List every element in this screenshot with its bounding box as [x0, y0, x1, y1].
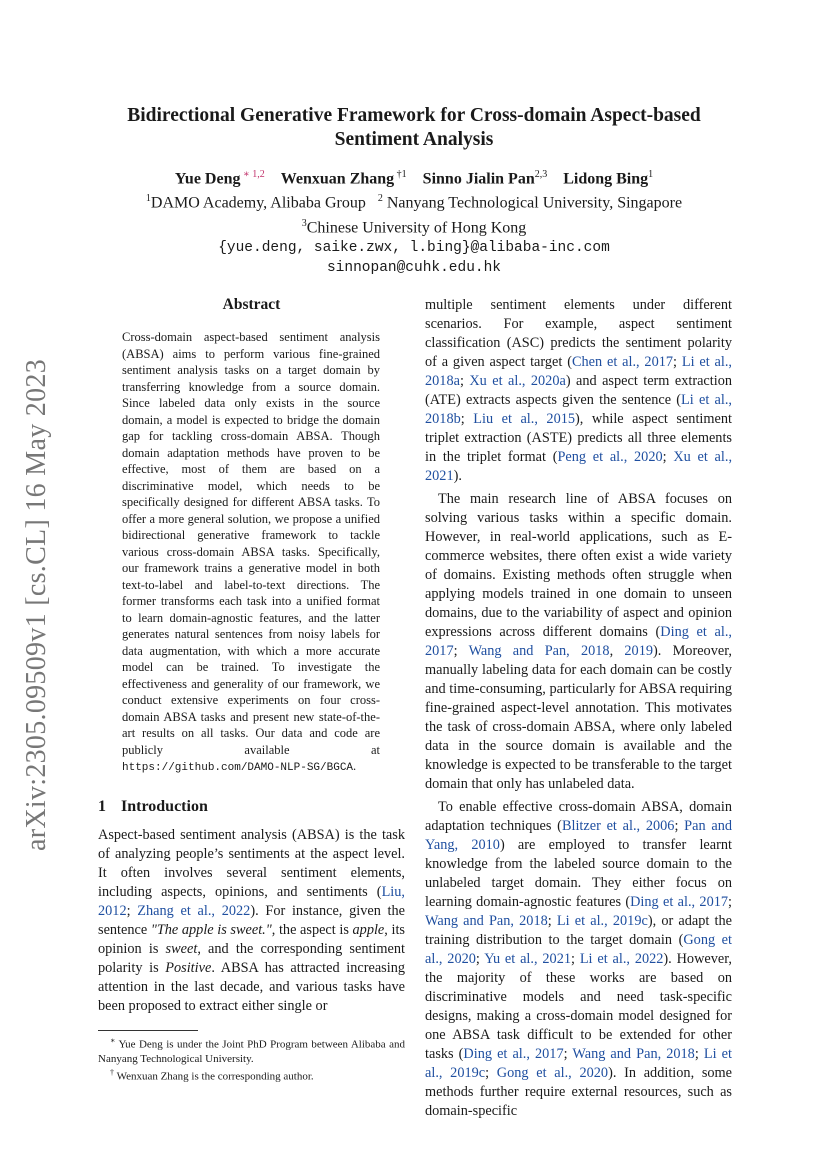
citation-link[interactable]: Li et al., 2019c [425, 1046, 732, 1081]
citation-link[interactable]: Ding et al., 2017 [463, 1046, 564, 1062]
body-text: ). However, the majority of these works are based on discriminative models and need task-specific designs, making a cross-domain model designed for one ABSA task difficult to be extended for other tasks ( [425, 951, 732, 1062]
author-block [98, 165, 730, 278]
citation-link[interactable]: Chen et al., 2017 [571, 354, 674, 370]
affiliation-line-2: $^3$Chinese University of Hong Kong [301, 217, 527, 236]
citation-link[interactable]: Zhang et al., 2022 [137, 902, 251, 919]
intro-paragraph-1 [98, 826, 405, 1016]
body-text: ; [547, 913, 557, 929]
body-text: ; [453, 643, 469, 659]
body-text: ; [485, 1065, 497, 1081]
body-text: ) are employed to transfer learnt knowledge from the labeled source domain to the unlabeled target domain. They either focus on learning domain-agnostic features ( [425, 837, 732, 910]
citation-link[interactable]: Blitzer et al., 2006 [561, 818, 675, 834]
citation-link[interactable]: Li et al., 2019c [556, 913, 648, 929]
paper-title: Bidirectional Generative Framework for Cross-domain Aspect-based Sentiment Analysis [127, 105, 701, 150]
body-text: , and the corresponding sentiment polarity is [98, 940, 406, 976]
citation-link[interactable]: Li et al., 2018b [425, 392, 732, 427]
body-text: , the aspect is [271, 921, 353, 938]
citation-link[interactable]: Li et al., 2022 [579, 951, 664, 967]
email-line-2: sinnopan@cuhk.edu.hk [326, 259, 502, 276]
footnote-1: ∗ Yue Deng is under the Joint PhD Program between Alibaba and Nanyang Technological University. [98, 1036, 405, 1065]
body-text: ). For instance, given the sentence [98, 902, 406, 938]
body-text: ). In addition, some methods further require external resources, such as domain-specific [425, 1065, 733, 1119]
author-names [98, 165, 730, 189]
intro-paragraph-2 [425, 490, 732, 794]
body-text: ; [459, 373, 470, 389]
citation-link[interactable]: Xu et al., 2021 [425, 449, 733, 484]
footnotes [98, 1034, 405, 1083]
author-affil-mark: †1 [394, 169, 407, 180]
section-heading-introduction: 1 Introduction [98, 797, 208, 815]
citation-link[interactable]: 2019 [624, 643, 653, 659]
code-repo-link[interactable]: https://github.com/DAMO-NLP-SG/BGCA [122, 762, 354, 774]
body-text: ; [571, 951, 580, 967]
body-text: multiple sentiment elements under different scenarios. For example, aspect sentiment classification (ASC) predicts the sentiment polarity of a given aspect target ( [425, 297, 732, 370]
author-affil-mark: ∗ 1,2 [240, 169, 265, 180]
body-text: To enable effective cross-domain ABSA, domain adaptation techniques ( [425, 799, 732, 834]
body-text: ; [475, 951, 485, 967]
citation-link[interactable]: Xu et al., 2020a [469, 373, 566, 389]
author-name: Yue Deng [174, 170, 241, 188]
body-text: ). Moreover, manually labeling data for each domain can be costly and time-consuming, particularly for ABSA requiring fine-grained aspect-level annotation. This motivates the task of cross-domain ABSA, where only labeled data in the source domain is available and the knowledge is expected to be transferable to the target domain that only has unlabeled data. [425, 643, 732, 792]
abstract-heading: Abstract [222, 296, 281, 313]
body-text: , its opinion is [98, 921, 405, 957]
body-text: ; [460, 411, 474, 427]
citation-link[interactable]: Wang and Pan, 2018 [425, 913, 548, 929]
body-text: ), while aspect sentiment triplet extraction (ASTE) predicts all three elements in the triplet format ( [425, 411, 732, 465]
italic-text: sweet [165, 940, 198, 957]
body-text: . ABSA has attracted increasing attention in the last decade, and various tasks have been proposed to extract either single or [98, 959, 405, 1014]
citation-link[interactable]: Liu et al., 2015 [473, 411, 576, 427]
author-name: Wenxuan Zhang [280, 170, 395, 188]
email-line-1: {yue.deng, saike.zwx, l.bing}@alibaba-inc.com [218, 239, 610, 256]
body-text: ; [126, 902, 138, 919]
body-text: ; [728, 894, 732, 910]
italic-text: Positive [165, 959, 212, 976]
body-text: ), or adapt the training distribution to the target domain ( [425, 913, 732, 948]
citation-link[interactable]: Wang and Pan, 2018 [572, 1046, 695, 1062]
body-text: ; [662, 449, 674, 465]
affiliation-line-1: $^1$DAMO Academy, Alibaba Group $^2$ Nanyang Technological University, Singapore [145, 193, 683, 212]
arxiv-sidebar-stamp: arXiv:2305.09509v1 [cs.CL] 16 May 2023 [21, 358, 53, 852]
footnote-rule [98, 1030, 198, 1031]
italic-text: apple [352, 921, 385, 938]
author-affil-mark: 2,3 [534, 169, 548, 180]
intro-paragraph-1-continued [425, 296, 732, 486]
author-name: Lidong Bing [563, 170, 649, 188]
body-text: ; [674, 818, 685, 834]
citation-link[interactable]: Liu, 2012 [98, 883, 405, 919]
citation-link[interactable]: Ding et al., 2017 [425, 624, 732, 659]
body-text: ). [453, 468, 462, 484]
body-text: The main research line of ABSA focuses on solving various tasks within a specific domain. However, in real-world applications, such as E-commerce websites, there often exist a wide variety of domains. Existing methods often struggle when applying models trained in one domain to unseen domains, due to the variability of aspect and opinion expressions across different domains ( [425, 491, 732, 640]
citation-link[interactable]: Wang and Pan, 2018 [468, 643, 610, 659]
citation-link[interactable]: Ding et al., 2017 [630, 894, 729, 910]
author-name: Sinno Jialin Pan [422, 170, 535, 188]
body-text: ; [673, 354, 682, 370]
citation-link[interactable]: Peng et al., 2020 [557, 449, 663, 465]
citation-link[interactable]: Li et al., 2018a [425, 354, 733, 389]
citation-link[interactable]: Pan and Yang, 2010 [425, 818, 732, 853]
abstract-text: Cross-domain aspect-based sentiment analysis (ABSA) aims to perform various fine-grained sentiment analysis tasks on a target domain by transferring knowledge from a source domain. Since labeled data only exists in the source domain, a model is expected to bridge the domain gap for tackling cross-domain ABSA. Though domain adaptation methods have proven to be effective, most of them are based on a discriminative model, which needs to be specifically designed for different ABSA tasks. To offer a more general solution, we propose a unified bidirectional generative framework to tackle various cross-domain ABSA tasks. Specifically, our framework trains a generative model in both text-to-label and label-to-text directions. The former transforms each task into a unified format to learn domain-agnostic features, and the latter generates natural sentences from noisy labels for data augmentation, with which a more accurate model can be trained. To investigate the effectiveness and generality of our framework, we conduct extensive experiments on four cross-domain ABSA tasks and present new state-of-the-art results on all tasks. Our data and code are publicly available at https://github.com/DAMO-NLP-SG/BGCA. [122, 330, 380, 774]
left-column [98, 296, 405, 1016]
body-text: ) and aspect term extraction (ATE) extracts aspects given the sentence ( [425, 373, 733, 408]
footnote-2: † Wenxuan Zhang is the corresponding author. [110, 1067, 314, 1083]
body-text: Aspect-based sentiment analysis (ABSA) is the task of analyzing people’s sentiments at the aspect level. It often involves several sentiment elements, including aspects, opinions, and sentiments ( [98, 826, 405, 900]
italic-text: "The apple is sweet." [150, 921, 272, 938]
body-text: ; [694, 1046, 704, 1062]
right-column [425, 296, 732, 1121]
author-affil-mark: 1 [648, 169, 654, 180]
citation-link[interactable]: Yu et al., 2021 [484, 951, 571, 967]
body-text: ; [563, 1046, 573, 1062]
citation-link[interactable]: Gong et al., 2020 [425, 932, 733, 967]
intro-paragraph-3 [425, 798, 732, 1121]
citation-link[interactable]: Gong et al., 2020 [496, 1065, 609, 1081]
body-text: , [609, 643, 625, 659]
